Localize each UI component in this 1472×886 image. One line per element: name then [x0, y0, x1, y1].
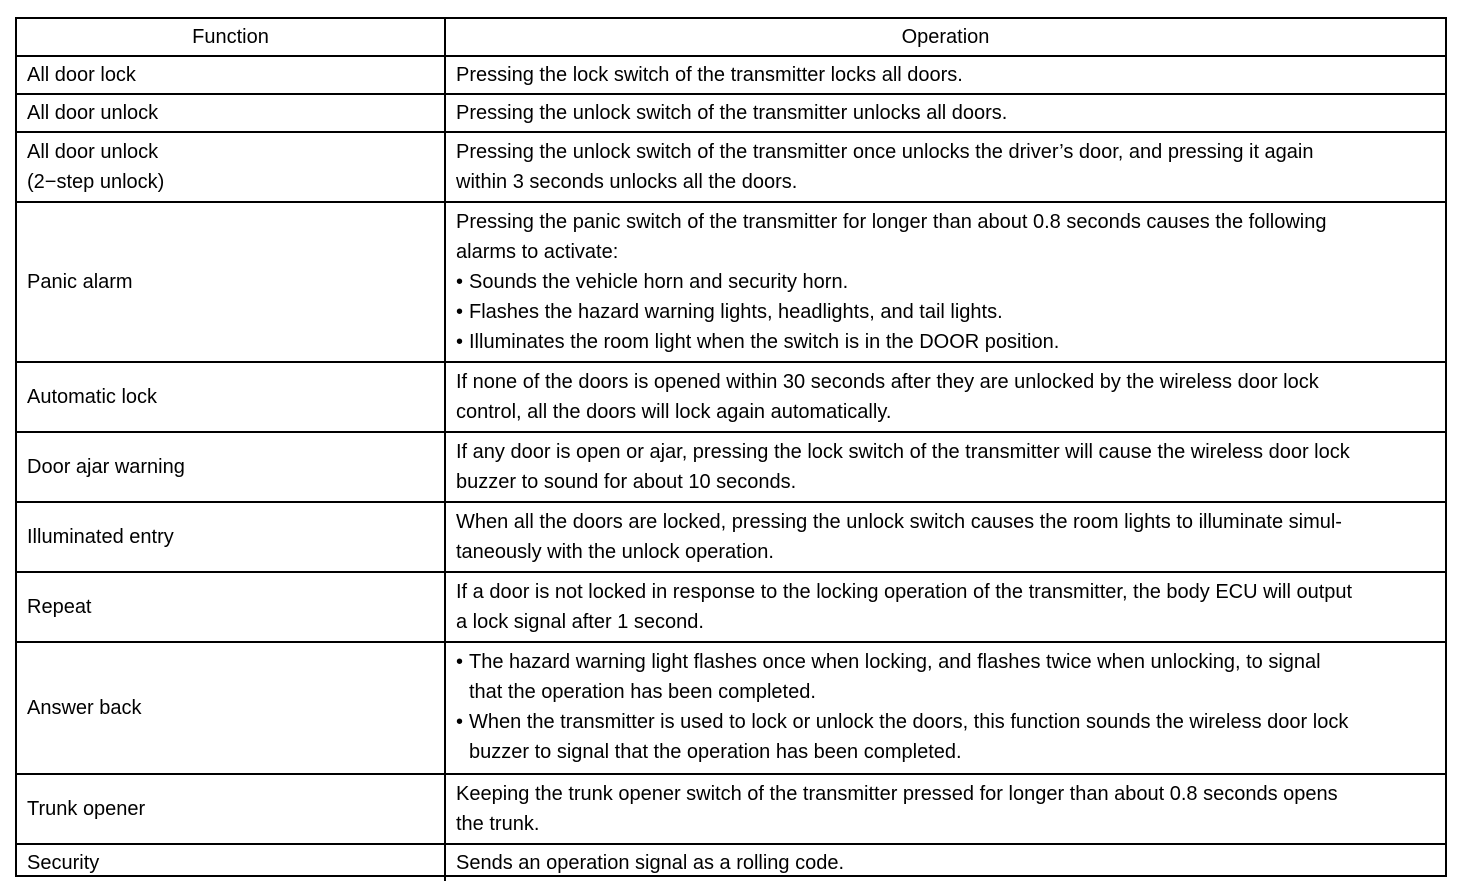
operation-line: taneously with the unlock operation. — [456, 541, 774, 563]
header-function: Function — [17, 19, 446, 57]
row-function-trunk-opener: Trunk opener — [17, 775, 446, 845]
operation-line: buzzer to sound for about 10 seconds. — [456, 471, 797, 493]
operation-line: When all the doors are locked, pressing the unlock switch causes the room lights to illuminate simul- — [456, 511, 1342, 533]
operation-line: Pressing the unlock switch of the transmitter once unlocks the driver’s door, and pressing it again — [456, 141, 1314, 163]
bullet-item: • Illuminates the room light when the switch is in the DOOR position. — [456, 327, 1327, 357]
row-operation-door-ajar-warning — [446, 433, 1445, 503]
operation-line: alarms to activate: — [456, 241, 619, 263]
row-function-all-door-unlock: All door unlock — [17, 95, 446, 133]
row-function-panic-alarm: Panic alarm — [17, 203, 446, 363]
row-function-door-ajar-warning: Door ajar warning — [17, 433, 446, 503]
operation-line: the trunk. — [456, 813, 540, 835]
bullet-item — [456, 647, 1348, 707]
function-line: (2−step unlock) — [27, 171, 165, 193]
row-function-security: Security — [17, 845, 446, 881]
bullet-item: • Flashes the hazard warning lights, headlights, and tail lights. — [456, 297, 1327, 327]
operation-line: control, all the doors will lock again automatically. — [456, 401, 892, 423]
row-function-automatic-lock: Automatic lock — [17, 363, 446, 433]
operation-line: If a door is not locked in response to the locking operation of the transmitter, the body ECU will output — [456, 581, 1353, 603]
row-operation-all-door-lock: Pressing the lock switch of the transmitter locks all doors. — [446, 57, 1445, 95]
row-function-repeat: Repeat — [17, 573, 446, 643]
operation-line: within 3 seconds unlocks all the doors. — [456, 171, 798, 193]
operation-line: a lock signal after 1 second. — [456, 611, 704, 633]
bullet-line: The hazard warning light flashes once when locking, and flashes twice when unlocking, to signal — [469, 651, 1321, 673]
bullet-line: that the operation has been completed. — [469, 681, 816, 703]
operation-line: Keeping the trunk opener switch of the transmitter pressed for longer than about 0.8 seconds opens — [456, 783, 1338, 805]
row-operation-answer-back — [446, 643, 1445, 775]
row-operation-all-door-unlock: Pressing the unlock switch of the transmitter unlocks all doors. — [446, 95, 1445, 133]
row-function-illuminated-entry: Illuminated entry — [17, 503, 446, 573]
row-function-all-door-lock: All door lock — [17, 57, 446, 95]
function-operation-table — [15, 17, 1447, 877]
bullet-line: When the transmitter is used to lock or unlock the doors, this function sounds the wireless door lock — [469, 711, 1349, 733]
row-operation-illuminated-entry — [446, 503, 1445, 573]
row-operation-trunk-opener — [446, 775, 1445, 845]
row-operation-panic-alarm — [446, 203, 1445, 363]
row-operation-security: Sends an operation signal as a rolling code. — [456, 852, 845, 874]
function-line: All door unlock — [27, 141, 159, 163]
bullet-line: buzzer to signal that the operation has been completed. — [469, 741, 962, 763]
row-function-answer-back: Answer back — [17, 643, 446, 775]
row-operation-two-step-unlock — [446, 133, 1445, 203]
operation-line: If any door is open or ajar, pressing the lock switch of the transmitter will cause the wireless door lock — [456, 441, 1350, 463]
row-operation-repeat — [446, 573, 1445, 643]
header-operation: Operation — [446, 19, 1445, 57]
row-operation-automatic-lock — [446, 363, 1445, 433]
operation-line: If none of the doors is opened within 30 seconds after they are unlocked by the wireless door lock — [456, 371, 1319, 393]
operation-line: Pressing the panic switch of the transmitter for longer than about 0.8 seconds causes the following — [456, 211, 1327, 233]
bullet-item — [456, 707, 1348, 767]
bullet-item: • Sounds the vehicle horn and security horn. — [456, 267, 1327, 297]
row-function-two-step-unlock — [17, 133, 446, 203]
